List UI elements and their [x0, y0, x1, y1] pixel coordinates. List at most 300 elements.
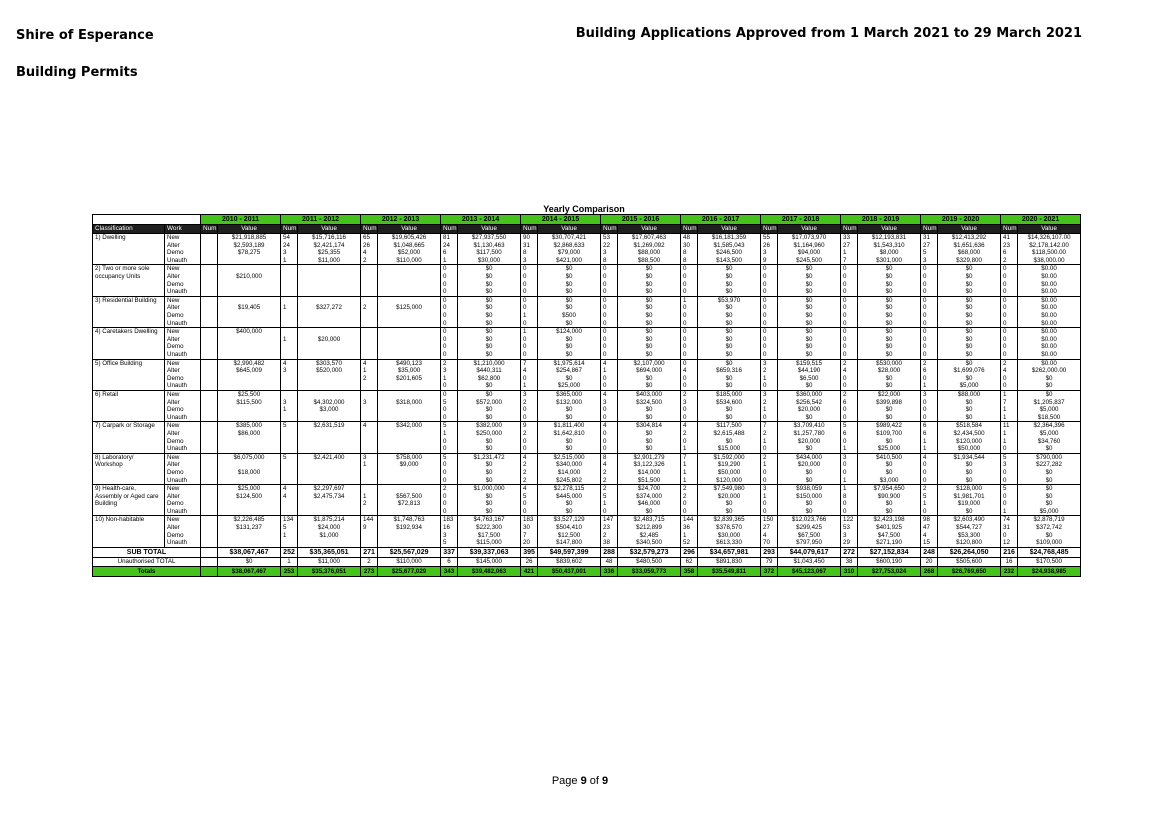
value-cell: $2,615,488: [698, 430, 761, 438]
num-cell: 1: [441, 430, 458, 438]
value-cell: $440,311: [458, 367, 521, 375]
value-cell: [218, 445, 281, 453]
table-row: [93, 343, 1081, 351]
table-row: [93, 328, 1081, 336]
value-cell: [378, 312, 441, 320]
table-row: [93, 398, 1081, 406]
table-row: [93, 445, 1081, 453]
num-cell: [201, 557, 218, 566]
value-cell: $0.00: [1018, 312, 1081, 320]
value-cell: $989,422: [858, 422, 921, 430]
value-cell: $0: [698, 351, 761, 359]
value-cell: $2,297,697: [298, 485, 361, 493]
work-type: Alter: [165, 524, 201, 532]
num-cell: 4: [1001, 367, 1018, 375]
num-cell: 0: [841, 265, 858, 273]
value-cell: $0: [538, 414, 601, 422]
value-cell: $53,970: [698, 296, 761, 304]
value-cell: $90,900: [858, 493, 921, 501]
num-cell: 3: [521, 257, 538, 265]
value-cell: [298, 414, 361, 422]
value-cell: $262,000.00: [1018, 367, 1081, 375]
value-cell: $20,000: [698, 493, 761, 501]
year-header: 2016 - 2017: [681, 215, 761, 225]
value-cell: $1,811,400: [538, 422, 601, 430]
value-cell: $117,500: [698, 422, 761, 430]
table-row: [93, 242, 1081, 250]
num-cell: 5: [521, 493, 538, 501]
num-cell: 0: [681, 288, 698, 296]
num-cell: 0: [601, 508, 618, 516]
num-cell: 2: [441, 485, 458, 493]
value-cell: $0: [858, 437, 921, 445]
num-cell: 0: [921, 312, 938, 320]
value-cell: $21,918,885: [218, 234, 281, 242]
value-cell: $0: [458, 265, 521, 273]
value-cell: $19,290: [698, 461, 761, 469]
value-cell: $35,365,051: [298, 547, 361, 557]
value-cell: $50,000: [938, 445, 1001, 453]
value-cell: $0: [858, 469, 921, 477]
num-cell: 2: [361, 557, 378, 566]
value-cell: $16,181,359: [698, 234, 761, 242]
value-cell: $125,000: [378, 304, 441, 312]
value-cell: $30,000: [458, 257, 521, 265]
value-cell: $1,000,000: [458, 485, 521, 493]
value-cell: $421,000: [538, 257, 601, 265]
value-cell: [378, 343, 441, 351]
value-cell: $0: [458, 508, 521, 516]
num-cell: [201, 414, 218, 422]
num-cell: 0: [761, 320, 778, 328]
num-cell: 4: [361, 249, 378, 257]
num-cell: 0: [761, 281, 778, 289]
num-cell: [201, 547, 218, 557]
num-cell: [281, 351, 298, 359]
num-cell: [361, 351, 378, 359]
num-header: Num: [1001, 225, 1018, 234]
num-cell: [361, 296, 378, 304]
num-cell: 0: [441, 414, 458, 422]
num-cell: 1: [521, 382, 538, 390]
num-cell: [201, 359, 218, 367]
value-cell: $758,000: [378, 453, 441, 461]
value-cell: [218, 406, 281, 414]
value-cell: $11,000: [298, 257, 361, 265]
num-cell: 1: [681, 476, 698, 484]
table-row: [93, 234, 1081, 242]
num-cell: 0: [681, 281, 698, 289]
num-cell: 0: [841, 508, 858, 516]
num-cell: 38: [601, 539, 618, 547]
num-cell: 0: [841, 382, 858, 390]
num-cell: 0: [1001, 312, 1018, 320]
work-type: Demo: [165, 469, 201, 477]
num-cell: 0: [441, 320, 458, 328]
value-cell: $520,000: [298, 367, 361, 375]
num-cell: 41: [1001, 234, 1018, 242]
value-cell: $0: [458, 351, 521, 359]
value-cell: $572,000: [458, 398, 521, 406]
page-total: 9: [602, 775, 609, 787]
num-cell: 0: [681, 375, 698, 383]
num-cell: 4: [601, 359, 618, 367]
num-cell: [361, 414, 378, 422]
table-row: [93, 485, 1081, 493]
num-header: Num: [921, 225, 938, 234]
value-cell: $1,748,763: [378, 516, 441, 524]
num-cell: [201, 469, 218, 477]
work-type: Alter: [165, 430, 201, 438]
value-cell: $342,000: [378, 422, 441, 430]
value-cell: $0: [938, 359, 1001, 367]
num-cell: 1: [921, 382, 938, 390]
value-cell: $150,000: [778, 493, 841, 501]
num-cell: 0: [521, 296, 538, 304]
num-cell: 8: [521, 249, 538, 257]
value-cell: [378, 485, 441, 493]
value-cell: $18,000: [218, 469, 281, 477]
num-cell: [361, 265, 378, 273]
value-cell: $0: [778, 320, 841, 328]
num-cell: 5: [921, 249, 938, 257]
value-cell: $25,567,029: [378, 547, 441, 557]
classification-label: 9) Health-care, Assembly or Aged care Building: [93, 485, 165, 516]
value-cell: $1,231,472: [458, 453, 521, 461]
table-row: [93, 524, 1081, 532]
value-cell: [378, 328, 441, 336]
num-cell: [201, 493, 218, 501]
yearly-comparison: [92, 204, 1076, 577]
value-cell: $0: [698, 437, 761, 445]
value-cell: [298, 343, 361, 351]
num-cell: 3: [681, 398, 698, 406]
year-header: 2013 - 2014: [441, 215, 521, 225]
num-cell: 0: [921, 406, 938, 414]
value-cell: $227,282: [1018, 461, 1081, 469]
num-cell: 0: [841, 343, 858, 351]
num-cell: 343: [441, 566, 458, 576]
num-cell: [281, 445, 298, 453]
num-cell: 0: [1001, 288, 1018, 296]
value-cell: $20,000: [778, 461, 841, 469]
value-cell: $250,000: [458, 430, 521, 438]
value-cell: $25,000: [218, 485, 281, 493]
value-cell: $0: [1018, 382, 1081, 390]
page-number: 9: [580, 775, 587, 787]
work-type: New: [165, 359, 201, 367]
value-cell: $145,000: [458, 557, 521, 566]
num-cell: 0: [521, 406, 538, 414]
num-cell: [281, 469, 298, 477]
value-cell: [298, 469, 361, 477]
num-cell: 0: [441, 288, 458, 296]
value-cell: $0: [778, 281, 841, 289]
num-cell: 1: [281, 406, 298, 414]
value-cell: $0: [618, 437, 681, 445]
num-cell: 147: [601, 516, 618, 524]
num-cell: 4: [521, 485, 538, 493]
value-cell: $694,000: [618, 367, 681, 375]
num-cell: 74: [1001, 516, 1018, 524]
value-cell: $222,300: [458, 524, 521, 532]
num-cell: 0: [601, 343, 618, 351]
num-cell: 0: [921, 476, 938, 484]
value-cell: $18,500: [1018, 414, 1081, 422]
num-cell: 1: [681, 461, 698, 469]
value-cell: $505,600: [938, 557, 1001, 566]
value-cell: $0: [858, 343, 921, 351]
value-cell: $0: [458, 273, 521, 281]
value-cell: $25,500: [218, 390, 281, 398]
value-cell: $25,355: [298, 249, 361, 257]
num-cell: 0: [761, 304, 778, 312]
num-cell: 0: [841, 288, 858, 296]
value-cell: $120,000: [698, 476, 761, 484]
num-cell: 0: [521, 273, 538, 281]
work-type: Demo: [165, 437, 201, 445]
value-cell: $0.00: [1018, 288, 1081, 296]
num-cell: 0: [841, 469, 858, 477]
num-cell: 0: [601, 304, 618, 312]
table-row: [93, 351, 1081, 359]
num-cell: 4: [681, 367, 698, 375]
num-cell: 0: [441, 296, 458, 304]
value-cell: $14,326,107.00: [1018, 234, 1081, 242]
value-cell: $0: [538, 445, 601, 453]
num-cell: 1: [1001, 508, 1018, 516]
num-cell: 0: [681, 500, 698, 508]
num-cell: 24: [281, 242, 298, 250]
value-cell: $0: [778, 414, 841, 422]
value-cell: $2,178,142.00: [1018, 242, 1081, 250]
num-cell: 0: [681, 265, 698, 273]
num-cell: 0: [521, 343, 538, 351]
table-row: [93, 539, 1081, 547]
num-cell: [281, 500, 298, 508]
num-cell: [361, 485, 378, 493]
num-cell: 0: [521, 336, 538, 344]
value-cell: $324,500: [618, 398, 681, 406]
num-cell: [281, 320, 298, 328]
num-cell: 1: [281, 257, 298, 265]
num-cell: 6: [921, 430, 938, 438]
value-cell: $47,500: [858, 532, 921, 540]
value-cell: $2,603,490: [938, 516, 1001, 524]
num-cell: 0: [921, 469, 938, 477]
num-cell: 2: [601, 485, 618, 493]
value-cell: $365,000: [538, 390, 601, 398]
table-row: [93, 469, 1081, 477]
num-cell: 2: [1001, 359, 1018, 367]
num-cell: 0: [761, 500, 778, 508]
num-cell: 5: [281, 453, 298, 461]
num-cell: [201, 296, 218, 304]
value-cell: $109,000: [1018, 539, 1081, 547]
num-cell: [201, 273, 218, 281]
value-cell: $1,981,701: [938, 493, 1001, 501]
num-header: Num: [281, 225, 298, 234]
work-type: New: [165, 265, 201, 273]
value-cell: $38,067,467: [218, 566, 281, 576]
num-cell: 9: [761, 257, 778, 265]
table-row: [93, 312, 1081, 320]
num-cell: [281, 437, 298, 445]
num-cell: [361, 469, 378, 477]
num-cell: 0: [681, 351, 698, 359]
value-cell: $124,000: [538, 328, 601, 336]
num-cell: 0: [601, 288, 618, 296]
num-cell: 2: [361, 375, 378, 383]
subtotal-row: [93, 547, 1081, 557]
num-cell: 12: [1001, 539, 1018, 547]
num-cell: 3: [281, 367, 298, 375]
num-cell: 150: [761, 516, 778, 524]
num-cell: 0: [841, 304, 858, 312]
num-cell: 1: [761, 461, 778, 469]
num-cell: 1: [921, 445, 938, 453]
value-cell: $0.00: [1018, 281, 1081, 289]
value-cell: $0: [698, 343, 761, 351]
num-cell: [201, 312, 218, 320]
num-cell: 0: [921, 508, 938, 516]
num-cell: 15: [921, 539, 938, 547]
num-cell: 0: [1001, 532, 1018, 540]
value-cell: [378, 296, 441, 304]
num-cell: 2: [361, 500, 378, 508]
num-cell: 0: [681, 273, 698, 281]
value-cell: $0: [1018, 500, 1081, 508]
year-header: 2019 - 2020: [921, 215, 1001, 225]
table-row: [93, 516, 1081, 524]
value-cell: $0: [698, 281, 761, 289]
value-cell: $2,990,482: [218, 359, 281, 367]
value-cell: [218, 296, 281, 304]
value-cell: $0: [538, 406, 601, 414]
num-cell: 0: [601, 437, 618, 445]
value-cell: $299,425: [778, 524, 841, 532]
num-cell: 2: [681, 390, 698, 398]
num-cell: 1: [841, 445, 858, 453]
value-cell: $0: [618, 382, 681, 390]
num-cell: 2: [841, 390, 858, 398]
value-cell: $374,000: [618, 493, 681, 501]
value-cell: $797,950: [778, 539, 841, 547]
num-header: Num: [601, 225, 618, 234]
num-cell: 0: [921, 343, 938, 351]
num-cell: [361, 273, 378, 281]
value-cell: [218, 382, 281, 390]
value-cell: $0: [778, 288, 841, 296]
value-cell: $0: [938, 351, 1001, 359]
num-cell: [361, 336, 378, 344]
num-cell: 1: [1001, 430, 1018, 438]
work-type: Alter: [165, 493, 201, 501]
num-cell: 3: [1001, 461, 1018, 469]
num-cell: 0: [1001, 476, 1018, 484]
value-cell: $0: [698, 382, 761, 390]
value-cell: $0: [458, 304, 521, 312]
value-cell: $6,075,000: [218, 453, 281, 461]
num-cell: 5: [441, 398, 458, 406]
num-cell: 2: [761, 430, 778, 438]
value-cell: $5,000: [938, 382, 1001, 390]
value-cell: $8,000: [858, 249, 921, 257]
value-cell: $0: [458, 312, 521, 320]
num-cell: [281, 414, 298, 422]
value-cell: $2,868,633: [538, 242, 601, 250]
num-cell: 29: [841, 539, 858, 547]
value-cell: [298, 476, 361, 484]
value-cell: $0: [698, 500, 761, 508]
table-row: [93, 265, 1081, 273]
value-cell: $88,500: [618, 257, 681, 265]
value-cell: $17,607,463: [618, 234, 681, 242]
num-cell: [361, 288, 378, 296]
num-cell: [281, 461, 298, 469]
value-cell: [378, 539, 441, 547]
value-cell: $30,707,421: [538, 234, 601, 242]
num-cell: 0: [441, 406, 458, 414]
value-cell: $0: [938, 320, 1001, 328]
value-header: Value: [858, 225, 921, 234]
value-cell: $0: [858, 281, 921, 289]
value-cell: $24,768,485: [1018, 547, 1081, 557]
num-cell: 5: [441, 539, 458, 547]
num-cell: [361, 281, 378, 289]
value-cell: $132,000: [538, 398, 601, 406]
value-cell: [378, 265, 441, 273]
num-cell: 5: [441, 422, 458, 430]
value-header: Value: [938, 225, 1001, 234]
work-type: Demo: [165, 249, 201, 257]
num-cell: [201, 281, 218, 289]
value-cell: $0: [538, 375, 601, 383]
value-cell: $0: [858, 406, 921, 414]
num-cell: 144: [681, 516, 698, 524]
value-cell: [378, 414, 441, 422]
num-cell: 0: [441, 304, 458, 312]
value-cell: $0: [938, 414, 1001, 422]
num-cell: 0: [1001, 469, 1018, 477]
classification-label: 5) Office Building: [93, 359, 165, 390]
value-cell: $839,602: [538, 557, 601, 566]
num-cell: 0: [441, 328, 458, 336]
value-cell: $159,515: [778, 359, 841, 367]
num-cell: 0: [761, 382, 778, 390]
work-type: Demo: [165, 312, 201, 320]
value-cell: $0: [458, 500, 521, 508]
value-cell: $3,527,129: [538, 516, 601, 524]
value-cell: $39,482,063: [458, 566, 521, 576]
num-cell: 0: [521, 304, 538, 312]
num-cell: 2: [601, 532, 618, 540]
num-cell: 23: [1001, 242, 1018, 250]
num-cell: 0: [601, 414, 618, 422]
num-cell: 1: [281, 532, 298, 540]
value-cell: [298, 375, 361, 383]
value-cell: $2,423,198: [858, 516, 921, 524]
table-row: [93, 359, 1081, 367]
value-cell: $2,878,719: [1018, 516, 1081, 524]
value-cell: [218, 476, 281, 484]
num-cell: 30: [521, 524, 538, 532]
work-type: New: [165, 296, 201, 304]
num-cell: 2: [921, 485, 938, 493]
value-cell: $0: [858, 265, 921, 273]
table-row: [93, 453, 1081, 461]
value-cell: [378, 281, 441, 289]
